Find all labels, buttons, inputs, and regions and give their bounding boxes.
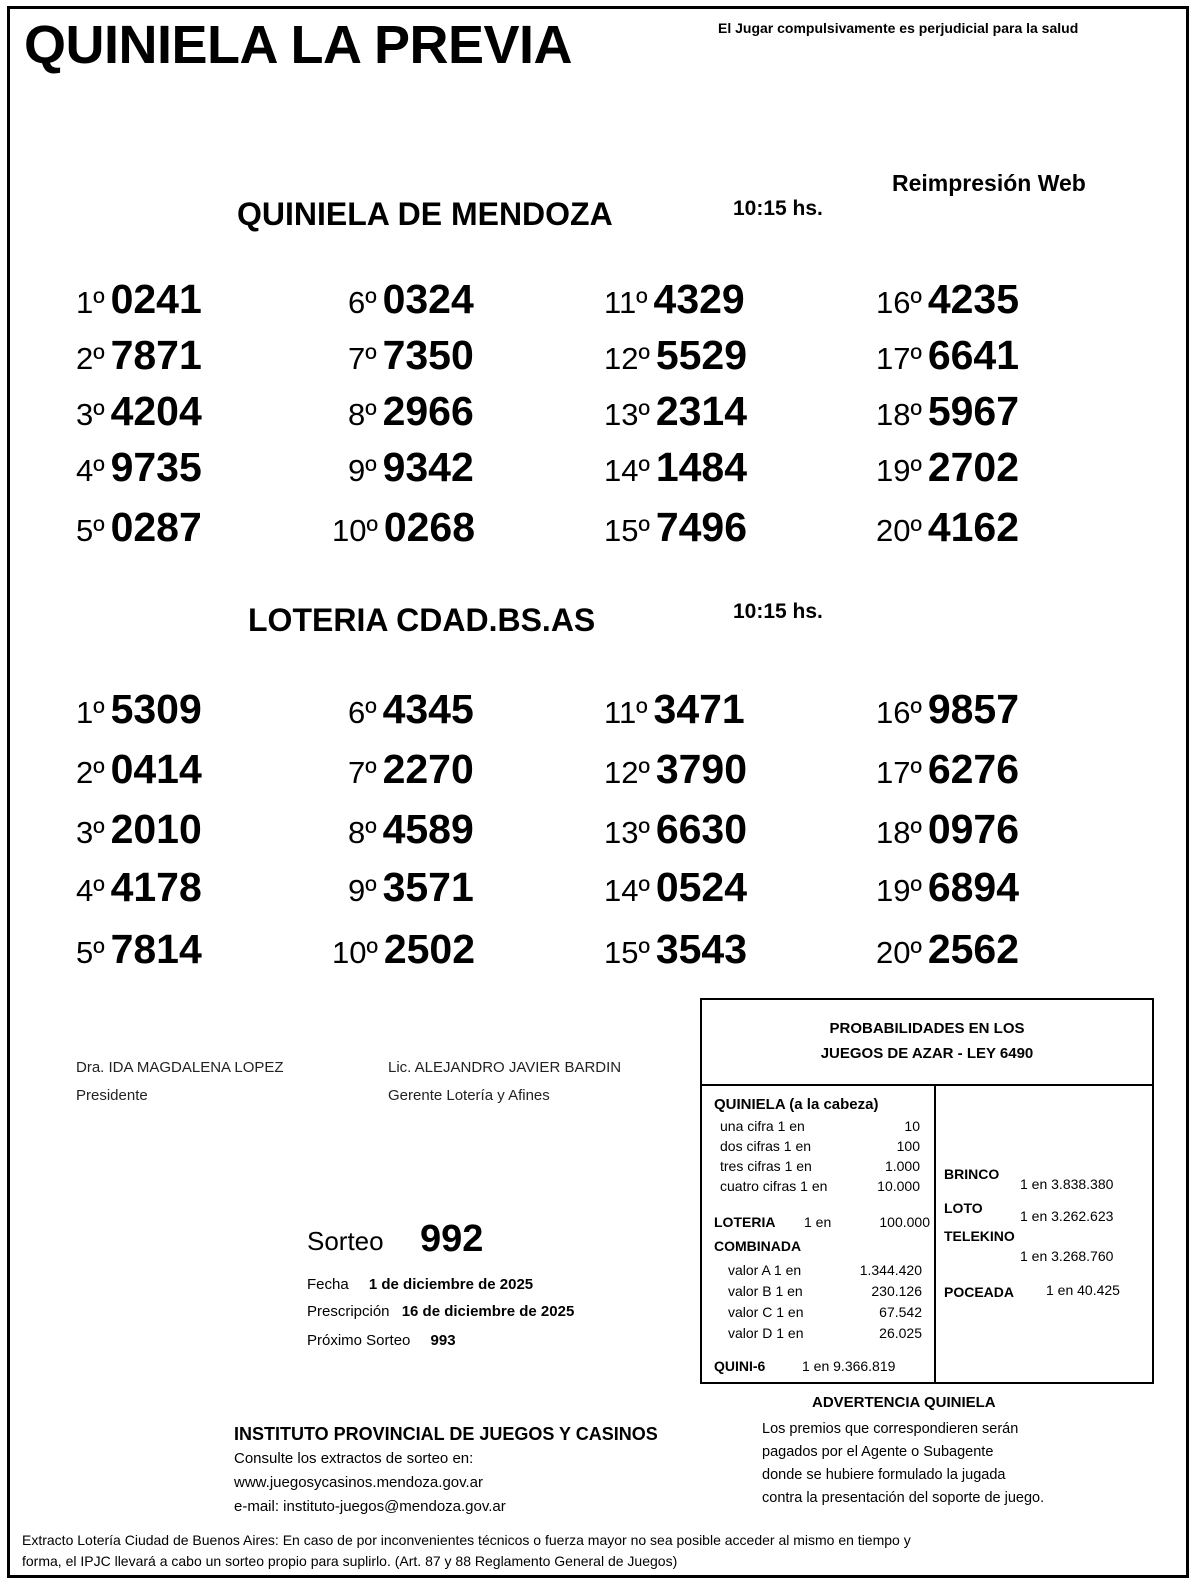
result-position: 15º: [604, 935, 650, 970]
result-cell: [348, 746, 474, 793]
result-position: 12º: [604, 755, 650, 790]
result-position: 10º: [332, 513, 378, 548]
odds-row-label: valor C 1 en: [728, 1304, 804, 1320]
footer-line2: forma, el IPJC llevará a cabo un sorteo propio para suplirlo. (Art. 87 y 88 Reglamento General de Juegos): [22, 1553, 678, 1569]
result-cell: [76, 806, 202, 853]
result-number: 6894: [927, 864, 1020, 910]
result-position: 14º: [604, 453, 650, 488]
result-cell: [876, 388, 1019, 435]
result-cell: [604, 276, 745, 323]
result-cell: [76, 504, 202, 551]
result-position: 13º: [604, 397, 650, 432]
footer-line1: Extracto Lotería Ciudad de Buenos Aires: En caso de por inconvenientes técnicos o fuerza mayor no sea posible acceder al mismo en tiempo y: [22, 1532, 911, 1548]
result-position: 17º: [876, 755, 922, 790]
result-cell: [604, 444, 747, 491]
sorteo-label: Sorteo: [307, 1226, 384, 1256]
section-time-mendoza: 10:15 hs.: [733, 197, 823, 220]
result-position: 1º: [76, 695, 105, 730]
odds-row-value: 1.000: [884, 1158, 920, 1174]
result-position: 16º: [876, 695, 922, 730]
result-number: 7350: [382, 332, 474, 378]
section-time-loteria: 10:15 hs.: [733, 600, 823, 623]
result-number: 3543: [655, 926, 748, 972]
result-cell: [76, 276, 202, 323]
result-position: 4º: [76, 453, 105, 488]
result-cell: [348, 388, 474, 435]
page-title: QUINIELA LA PREVIA: [24, 15, 573, 75]
result-number: 6276: [927, 746, 1020, 792]
advertencia-line: donde se hubiere formulado la jugada: [762, 1467, 1006, 1483]
result-position: 8º: [348, 815, 377, 850]
result-number: 0287: [110, 504, 202, 550]
brinco-odds-label: BRINCO: [944, 1166, 1000, 1182]
odds-row-value: 230.126: [871, 1283, 922, 1299]
probabilities-divider: [934, 1086, 936, 1384]
result-cell: [76, 332, 202, 379]
health-warning: El Jugar compulsivamente es perjudicial para la salud: [718, 20, 1079, 36]
result-number: 9857: [927, 686, 1020, 732]
result-cell: [604, 388, 747, 435]
result-position: 1º: [76, 285, 105, 320]
result-position: 10º: [332, 935, 378, 970]
result-position: 12º: [604, 341, 650, 376]
result-number: 6641: [927, 332, 1020, 378]
result-cell: [876, 806, 1019, 853]
result-number: 2702: [927, 444, 1020, 490]
result-number: 4204: [110, 388, 202, 434]
result-position: 16º: [876, 285, 922, 320]
result-position: 8º: [348, 397, 377, 432]
result-number: 2502: [383, 926, 476, 972]
loteria-odds-text: 1 en: [804, 1214, 832, 1230]
result-number: 2966: [382, 388, 474, 434]
result-position: 3º: [76, 397, 105, 432]
loteria-odds-label: LOTERIA: [714, 1214, 776, 1230]
result-position: 9º: [348, 873, 377, 908]
proximo-row: [307, 1332, 456, 1349]
signature-president: [76, 1054, 284, 1110]
result-position: 17º: [876, 341, 922, 376]
result-cell: [604, 806, 747, 853]
result-position: 4º: [76, 873, 105, 908]
result-position: 9º: [348, 453, 377, 488]
result-position: 15º: [604, 513, 650, 548]
institute-website: www.juegosycasinos.mendoza.gov.ar: [234, 1474, 484, 1491]
odds-row-label: valor A 1 en: [728, 1262, 802, 1278]
result-number: 2314: [655, 388, 748, 434]
advertencia-line: Los premios que correspondieren serán: [762, 1421, 1019, 1437]
result-cell: [76, 686, 202, 733]
prescripcion-value: 16 de diciembre de 2025: [401, 1303, 575, 1320]
result-cell: [876, 864, 1019, 911]
result-number: 5529: [655, 332, 748, 378]
result-number: 3571: [382, 864, 474, 910]
result-number: 2562: [927, 926, 1020, 972]
odds-row-value: 1.344.420: [859, 1262, 922, 1278]
quini6-odds-label: QUINI-6: [714, 1358, 766, 1374]
result-cell: [348, 686, 474, 733]
result-cell: [604, 686, 745, 733]
result-position: 7º: [348, 755, 377, 790]
loteria-odds-value: 100.000: [879, 1214, 930, 1230]
advertencia-title: ADVERTENCIA QUINIELA: [812, 1394, 996, 1411]
odds-row-label: una cifra 1 en: [720, 1118, 805, 1134]
result-number: 4178: [110, 864, 202, 910]
result-number: 9735: [110, 444, 202, 490]
result-position: 13º: [604, 815, 650, 850]
fecha-value: 1 de diciembre de 2025: [368, 1276, 534, 1293]
result-number: 0976: [927, 806, 1020, 852]
result-number: 6630: [655, 806, 748, 852]
result-cell: [348, 332, 474, 379]
result-cell: [876, 504, 1019, 551]
result-position: 19º: [876, 873, 922, 908]
result-number: 3790: [655, 746, 748, 792]
institute-name: INSTITUTO PROVINCIAL DE JUEGOS Y CASINOS: [234, 1424, 658, 1444]
result-number: 0241: [110, 276, 202, 322]
loto-odds-value: 1 en 3.262.623: [1020, 1208, 1114, 1224]
result-position: 7º: [348, 341, 377, 376]
brinco-odds-value: 1 en 3.838.380: [1020, 1176, 1114, 1192]
result-number: 4235: [927, 276, 1020, 322]
result-number: 1484: [655, 444, 748, 490]
result-position: 18º: [876, 815, 922, 850]
result-position: 6º: [348, 285, 377, 320]
result-position: 20º: [876, 935, 922, 970]
odds-row-label: cuatro cifras 1 en: [720, 1178, 828, 1194]
odds-row-value: 67.542: [879, 1304, 922, 1320]
result-number: 5967: [927, 388, 1020, 434]
proximo-label: Próximo Sorteo: [307, 1332, 411, 1349]
loto-odds-label: LOTO: [944, 1200, 983, 1216]
signature-manager: [388, 1054, 621, 1110]
result-number: 4345: [382, 686, 474, 732]
result-cell: [348, 444, 474, 491]
result-cell: [604, 746, 747, 793]
proximo-value: 993: [430, 1332, 456, 1349]
result-cell: [876, 444, 1019, 491]
reprint-label: Reimpresión Web: [892, 170, 1086, 196]
result-cell: [348, 276, 474, 323]
result-cell: [876, 686, 1019, 733]
result-position: 5º: [76, 935, 105, 970]
result-cell: [876, 276, 1019, 323]
result-number: 5309: [110, 686, 202, 732]
odds-row-value: 100: [896, 1138, 920, 1154]
advertencia-line: contra la presentación del soporte de juego.: [762, 1490, 1045, 1506]
quini6-odds-value: 1 en 9.366.819: [802, 1358, 896, 1374]
result-cell: [876, 926, 1019, 973]
signature-role: Gerente Lotería y Afines: [388, 1087, 550, 1104]
institute-email: e-mail: instituto-juegos@mendoza.gov.ar: [234, 1498, 506, 1515]
prescripcion-row: [307, 1303, 574, 1320]
quiniela-odds-title: QUINIELA (a la cabeza): [714, 1096, 879, 1113]
result-position: 11º: [604, 285, 648, 320]
result-cell: [76, 746, 202, 793]
result-cell: [332, 926, 475, 973]
odds-row-value: 26.025: [879, 1325, 922, 1341]
result-cell: [348, 806, 474, 853]
result-number: 3471: [653, 686, 745, 732]
probabilities-box: [700, 998, 1154, 1384]
result-number: 4162: [927, 504, 1020, 550]
institute-consult: Consulte los extractos de sorteo en:: [234, 1450, 474, 1467]
result-position: 6º: [348, 695, 377, 730]
result-number: 0268: [383, 504, 476, 550]
result-number: 2010: [110, 806, 202, 852]
signature-name: Lic. ALEJANDRO JAVIER BARDIN: [388, 1059, 622, 1076]
result-cell: [76, 444, 202, 491]
result-cell: [876, 332, 1019, 379]
prescripcion-label: Prescripción: [307, 1303, 390, 1320]
result-position: 2º: [76, 341, 105, 376]
result-number: 0324: [382, 276, 474, 322]
sorteo-number: 992: [420, 1218, 484, 1260]
result-number: 0524: [655, 864, 748, 910]
result-cell: [604, 864, 747, 911]
result-number: 0414: [110, 746, 202, 792]
odds-row-label: tres cifras 1 en: [720, 1158, 812, 1174]
odds-row-value: 10.000: [877, 1178, 920, 1194]
result-cell: [76, 388, 202, 435]
section-title-mendoza: QUINIELA DE MENDOZA: [237, 196, 613, 232]
result-cell: [604, 504, 747, 551]
fecha-label: Fecha: [307, 1276, 349, 1293]
odds-row-label: valor B 1 en: [728, 1283, 803, 1299]
result-position: 14º: [604, 873, 650, 908]
result-number: 7871: [110, 332, 202, 378]
result-cell: [876, 746, 1019, 793]
signature-name: Dra. IDA MAGDALENA LOPEZ: [76, 1059, 284, 1076]
telekino-odds-value: 1 en 3.268.760: [1020, 1248, 1114, 1264]
result-position: 5º: [76, 513, 105, 548]
result-position: 19º: [876, 453, 922, 488]
result-cell: [604, 926, 747, 973]
combinada-odds-title: COMBINADA: [714, 1238, 802, 1254]
result-cell: [348, 864, 474, 911]
odds-row-label: valor D 1 en: [728, 1325, 804, 1341]
poceada-odds-value: 1 en 40.425: [1046, 1282, 1120, 1298]
odds-row-value: 10: [904, 1118, 920, 1134]
signature-role: Presidente: [76, 1087, 148, 1104]
result-number: 7814: [110, 926, 202, 972]
result-cell: [76, 864, 202, 911]
probabilities-title-line1: PROBABILIDADES EN LOS: [829, 1020, 1025, 1037]
probabilities-header: [702, 1000, 1152, 1086]
result-cell: [332, 504, 475, 551]
result-position: 20º: [876, 513, 922, 548]
probabilities-title-line2: JUEGOS DE AZAR - LEY 6490: [820, 1045, 1034, 1062]
result-position: 2º: [76, 755, 105, 790]
result-number: 2270: [382, 746, 474, 792]
result-number: 9342: [382, 444, 474, 490]
result-cell: [76, 926, 202, 973]
result-number: 4329: [653, 276, 745, 322]
result-number: 7496: [655, 504, 748, 550]
telekino-odds-label: TELEKINO: [944, 1228, 1015, 1244]
fecha-row: [307, 1276, 533, 1293]
advertencia-line: pagados por el Agente o Subagente: [762, 1444, 994, 1460]
poceada-odds-label: POCEADA: [944, 1284, 1015, 1300]
odds-row-label: dos cifras 1 en: [720, 1138, 812, 1154]
result-position: 11º: [604, 695, 648, 730]
result-position: 18º: [876, 397, 922, 432]
section-title-loteria: LOTERIA CDAD.BS.AS: [248, 602, 596, 638]
result-number: 4589: [382, 806, 474, 852]
result-cell: [604, 332, 747, 379]
result-position: 3º: [76, 815, 105, 850]
